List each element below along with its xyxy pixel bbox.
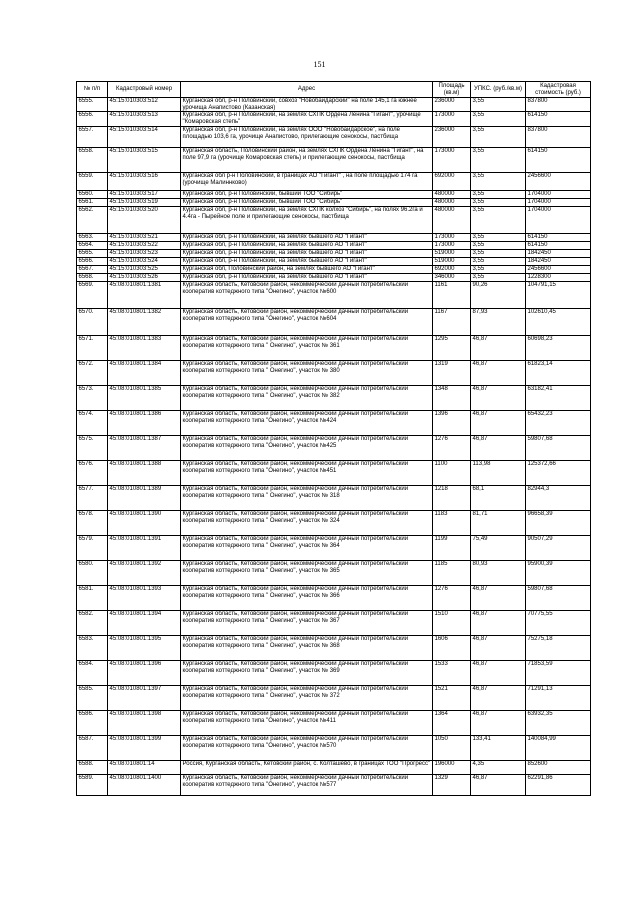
- table-row: [77, 172, 591, 190]
- cell-upks: 46,87: [471, 610, 526, 635]
- cell-upks: 68,1: [471, 485, 526, 510]
- cell-area: 173000: [433, 241, 471, 249]
- cell-upks: 3,55: [471, 273, 526, 281]
- cell-address: Курганская область, Кетовский район, некоммерческий дачный потребительский кооператив коттеджного типа " Онегино", участок № 366: [181, 585, 433, 610]
- cell-upks: 3,55: [471, 112, 526, 126]
- cell-upks: 46,87: [471, 360, 526, 385]
- cell-upks: 46,87: [471, 385, 526, 410]
- cell-num: 6584.: [77, 660, 108, 685]
- cell-upks: 46,87: [471, 710, 526, 735]
- cell-address: Курганская область, Кетовский район, некоммерческий дачный потребительский кооператив коттеджного типа " Онегино", участок № 372: [181, 685, 433, 710]
- table-body: [77, 98, 591, 796]
- cell-cadastral-number: 45:15:010303:519: [108, 198, 181, 206]
- header-num: № п/п: [77, 82, 108, 98]
- page-number: 151: [313, 60, 326, 69]
- cell-cadastral-number: 45:08:010801:1386: [108, 410, 181, 435]
- cell-area: 519000: [433, 257, 471, 265]
- cell-num: 6570.: [77, 308, 108, 335]
- table-row: [77, 585, 591, 610]
- table-row: [77, 510, 591, 535]
- table-row: [77, 660, 591, 685]
- cell-upks: 3,55: [471, 249, 526, 257]
- cell-upks: 3,55: [471, 147, 526, 172]
- table-row: [77, 249, 591, 257]
- cell-upks: 46,87: [471, 585, 526, 610]
- cell-upks: 80,93: [471, 560, 526, 585]
- cell-area: 1199: [433, 535, 471, 560]
- header-cadastral-cost: Кадастровая стоимость (руб.): [526, 82, 591, 98]
- cell-num: 6563.: [77, 233, 108, 241]
- table-row: [77, 735, 591, 760]
- cell-num: 6581.: [77, 585, 108, 610]
- cell-area: 692000: [433, 172, 471, 190]
- cell-upks: 4,35: [471, 760, 526, 774]
- table-row: [77, 710, 591, 735]
- cell-area: 196000: [433, 760, 471, 774]
- cell-cadastral-number: 45:08:010801:1395: [108, 635, 181, 660]
- cell-num: 6572.: [77, 360, 108, 385]
- cell-cadastral-number: 45:15:010303:515: [108, 147, 181, 172]
- table-row: [77, 147, 591, 172]
- cell-cadastral-cost: 102610,45: [526, 308, 591, 335]
- cell-address: Курганская обл, р-н Половинский, на землях СХПК Ордена Ленина "Гигант", урочище "Комаровская степь": [181, 112, 433, 126]
- cell-cadastral-cost: 71291,13: [526, 685, 591, 710]
- cell-upks: 81,71: [471, 510, 526, 535]
- table-row: [77, 257, 591, 265]
- cell-address: Курганская область, Кетовский район, некоммерческий дачный потребительский кооператив коттеджного типа "Онегино", участок №425: [181, 435, 433, 460]
- cell-num: 6565.: [77, 249, 108, 257]
- cell-cadastral-cost: 65432,23: [526, 410, 591, 435]
- cell-address: Курганская область, Кетовский район, некоммерческий дачный потребительский кооператив коттеджного типа " Онегино", участок № 364: [181, 535, 433, 560]
- cell-area: 480000: [433, 198, 471, 206]
- cell-address: Курганская область, Кетовский район, некоммерческий дачный потребительский кооператив коттеджного типа "Онегино", участок №600: [181, 281, 433, 308]
- cell-area: 692000: [433, 265, 471, 273]
- cell-cadastral-number: 45:08:010801:1389: [108, 485, 181, 510]
- header-address: Адрес: [181, 82, 433, 98]
- cell-upks: 3,55: [471, 265, 526, 273]
- cell-cadastral-number: 45:08:010801:1392: [108, 560, 181, 585]
- cell-upks: 133,41: [471, 735, 526, 760]
- cell-cadastral-cost: 837800: [526, 98, 591, 112]
- cell-cadastral-number: 45:08:010801:1390: [108, 510, 181, 535]
- table-row: [77, 360, 591, 385]
- cell-cadastral-cost: 1842450: [526, 249, 591, 257]
- cell-address: Россия, Курганская область, Кетовский район, с. Колташево, в границах ТОО "Прогресс": [181, 760, 433, 774]
- table-row: [77, 241, 591, 249]
- cell-cadastral-number: 45:15:010303:524: [108, 257, 181, 265]
- table-row: [77, 126, 591, 147]
- cell-cadastral-cost: 63182,41: [526, 385, 591, 410]
- cell-num: 6559.: [77, 172, 108, 190]
- cell-area: 1050: [433, 735, 471, 760]
- cell-upks: 3,55: [471, 233, 526, 241]
- cell-cadastral-number: 45:15:010303:525: [108, 265, 181, 273]
- cell-cadastral-number: 45:08:010801:1391: [108, 535, 181, 560]
- cell-area: 236000: [433, 126, 471, 147]
- cell-area: 1521: [433, 685, 471, 710]
- cell-address: Курганская обл, р-н Половинский, совхоз "Новобайдарский" на поле 145,1 га южнее урочища Анапистово (Казанская): [181, 98, 433, 112]
- cell-cadastral-number: 45:08:010801:1385: [108, 385, 181, 410]
- cell-area: 236000: [433, 98, 471, 112]
- cell-cadastral-cost: 614150: [526, 112, 591, 126]
- cell-num: 6555.: [77, 98, 108, 112]
- cell-cadastral-number: 45:15:010303:517: [108, 190, 181, 198]
- table-row: [77, 385, 591, 410]
- cell-area: 1100: [433, 460, 471, 485]
- cell-cadastral-cost: 837800: [526, 126, 591, 147]
- cell-area: 1218: [433, 485, 471, 510]
- cell-cadastral-number: 45:08:010801:1399: [108, 735, 181, 760]
- cell-upks: 46,87: [471, 774, 526, 795]
- cell-address: Курганская обл, р-н Половинский, бывший ТОО "Сибирь": [181, 198, 433, 206]
- cell-cadastral-cost: 61823,14: [526, 360, 591, 385]
- cell-num: 6583.: [77, 635, 108, 660]
- cell-num: 6580.: [77, 560, 108, 585]
- cell-num: 6577.: [77, 485, 108, 510]
- cell-cadastral-number: 45:08:010801:1396: [108, 660, 181, 685]
- cadastral-table: [76, 81, 591, 796]
- cell-cadastral-number: 45:15:010303:523: [108, 249, 181, 257]
- cell-num: 6575.: [77, 435, 108, 460]
- cell-upks: 3,55: [471, 172, 526, 190]
- cell-num: 6567.: [77, 265, 108, 273]
- header-upks: УПКС. (руб./кв.м): [471, 82, 526, 98]
- cell-num: 6560.: [77, 190, 108, 198]
- cell-num: 6561.: [77, 198, 108, 206]
- cell-address: Курганская область, Кетовский район, некоммерческий дачный потребительский кооператив коттеджного типа "Онегино", участок №570: [181, 735, 433, 760]
- cell-cadastral-number: 45:15:010303:526: [108, 273, 181, 281]
- table-row: [77, 281, 591, 308]
- cell-upks: 46,87: [471, 635, 526, 660]
- table-row: [77, 760, 591, 774]
- table-row: [77, 560, 591, 585]
- cell-upks: 3,55: [471, 98, 526, 112]
- cell-num: 6562.: [77, 206, 108, 233]
- cell-num: 6589.: [77, 774, 108, 795]
- cell-upks: 3,55: [471, 241, 526, 249]
- cell-upks: 46,87: [471, 685, 526, 710]
- cell-cadastral-number: 45:15:010303:516: [108, 172, 181, 190]
- cell-cadastral-cost: 1704000: [526, 190, 591, 198]
- cell-cadastral-number: 45:08:010801:1382: [108, 308, 181, 335]
- cell-num: 6556.: [77, 112, 108, 126]
- cell-area: 173000: [433, 147, 471, 172]
- cell-num: 6582.: [77, 610, 108, 635]
- cell-area: 1348: [433, 385, 471, 410]
- table-row: [77, 198, 591, 206]
- cell-address: Курганская область, Кетовский район, некоммерческий дачный потребительский кооператив коттеджного типа " Онегино", участок № 365: [181, 560, 433, 585]
- cell-cadastral-number: 45:08:010801:1387: [108, 435, 181, 460]
- cell-cadastral-number: 45:15:010303:514: [108, 126, 181, 147]
- table-row: [77, 685, 591, 710]
- cell-cadastral-number: 45:15:010303:513: [108, 112, 181, 126]
- cell-cadastral-cost: 2456600: [526, 265, 591, 273]
- cell-cadastral-cost: 1842450: [526, 257, 591, 265]
- table-row: [77, 535, 591, 560]
- table-row: [77, 335, 591, 360]
- cell-cadastral-cost: 82944,3: [526, 485, 591, 510]
- cell-upks: 46,87: [471, 410, 526, 435]
- cell-address: Курганская область, Половинский район, на землях СХПК Ордена Ленина "Гигант", на поле 97,9 га (урочище Комаровская степь) и прилегающие сенокосы, пастбища: [181, 147, 433, 172]
- cell-address: Курганская область, Кетовский район, некоммерческий дачный потребительский кооператив коттеджного типа " Онегино", участок № 382: [181, 385, 433, 410]
- cell-cadastral-cost: 70775,55: [526, 610, 591, 635]
- cell-address: Курганская область, Кетовский район, некоммерческий дачный потребительский кооператив коттеджного типа "Онегино", участок №451: [181, 460, 433, 485]
- cell-area: 346000: [433, 273, 471, 281]
- cell-cadastral-cost: 59807,68: [526, 435, 591, 460]
- cell-address: Курганская область, Кетовский район, некоммерческий дачный потребительский кооператив коттеджного типа " Онегино", участок № 380: [181, 360, 433, 385]
- cell-upks: 3,55: [471, 126, 526, 147]
- cell-address: Курганская область, Кетовский район, некоммерческий дачный потребительский кооператив коттеджного типа " Онегино", участок № 361: [181, 335, 433, 360]
- cell-cadastral-cost: 71853,59: [526, 660, 591, 685]
- table-row: [77, 265, 591, 273]
- cell-area: 1183: [433, 510, 471, 535]
- cell-cadastral-cost: 1704000: [526, 206, 591, 233]
- cell-area: 173000: [433, 112, 471, 126]
- cell-num: 6588.: [77, 760, 108, 774]
- cell-upks: 87,93: [471, 308, 526, 335]
- cell-cadastral-number: 45:08:010801:1388: [108, 460, 181, 485]
- table-row: [77, 435, 591, 460]
- table-row: [77, 308, 591, 335]
- cell-num: 6576.: [77, 460, 108, 485]
- cell-address: Курганская обл, р-н Половинский, на землях ООО "Новобайдарское", на поле площадью 103,6 га, урочище Анапистово, прилегающие сенокосы, пастбища: [181, 126, 433, 147]
- table-row: [77, 98, 591, 112]
- cell-address: Курганская обл, р-н Половинский, на землях бывшего АО "Гигант": [181, 233, 433, 241]
- cell-num: 6566.: [77, 257, 108, 265]
- cell-cadastral-cost: 1228300: [526, 273, 591, 281]
- cell-area: 1319: [433, 360, 471, 385]
- table-row: [77, 610, 591, 635]
- cell-cadastral-cost: 75275,18: [526, 635, 591, 660]
- cell-cadastral-cost: 62291,86: [526, 774, 591, 795]
- table-row: [77, 635, 591, 660]
- cell-area: 1606: [433, 635, 471, 660]
- cell-address: Курганская область, Кетовский район, некоммерческий дачный потребительский кооператив коттеджного типа " Онегино", участок № 318: [181, 485, 433, 510]
- cell-address: Курганская область, Кетовский район, некоммерческий дачный потребительский кооператив коттеджного типа "Онегино", участок №411: [181, 710, 433, 735]
- cell-cadastral-cost: 63932,35: [526, 710, 591, 735]
- cell-num: 6579.: [77, 535, 108, 560]
- cell-upks: 113,98: [471, 460, 526, 485]
- cell-num: 6558.: [77, 147, 108, 172]
- cell-area: 173000: [433, 233, 471, 241]
- cell-cadastral-number: 45:08:010801:1381: [108, 281, 181, 308]
- cell-cadastral-number: 45:08:010801:1398: [108, 710, 181, 735]
- cell-address: Курганская обл р-н Половинский, в границах АО "Гигант" , на поле площадью 174 га (урочище Малиннково): [181, 172, 433, 190]
- cell-area: 1533: [433, 660, 471, 685]
- cell-num: 6557.: [77, 126, 108, 147]
- cell-upks: 3,55: [471, 206, 526, 233]
- cell-num: 6586.: [77, 710, 108, 735]
- cell-num: 6585.: [77, 685, 108, 710]
- table-header-row: [77, 82, 591, 98]
- table-row: [77, 112, 591, 126]
- cell-cadastral-number: 45:15:010303:512: [108, 98, 181, 112]
- cell-address: Курганская область, Кетовский район, некоммерческий дачный потребительский кооператив коттеджного типа "Онегино", участок №424: [181, 410, 433, 435]
- cell-area: 1161: [433, 281, 471, 308]
- cell-cadastral-cost: 614150: [526, 233, 591, 241]
- table-row: [77, 460, 591, 485]
- cell-area: 1396: [433, 410, 471, 435]
- cell-num: 6587.: [77, 735, 108, 760]
- cell-cadastral-cost: 614150: [526, 147, 591, 172]
- cell-upks: 3,55: [471, 198, 526, 206]
- cell-area: 1364: [433, 710, 471, 735]
- cell-cadastral-cost: 2456600: [526, 172, 591, 190]
- cell-area: 1276: [433, 435, 471, 460]
- cell-area: 480000: [433, 206, 471, 233]
- cell-num: 6578.: [77, 510, 108, 535]
- cell-address: Курганская обл, р-н Половинский, на землях бывшего АО "Гигант": [181, 273, 433, 281]
- cell-cadastral-number: 45:15:010303:520: [108, 206, 181, 233]
- cell-upks: 75,49: [471, 535, 526, 560]
- cell-area: 1185: [433, 560, 471, 585]
- cell-area: 1167: [433, 308, 471, 335]
- cell-num: 6568.: [77, 273, 108, 281]
- cell-address: Курганская область, Кетовский район, некоммерческий дачный потребительский кооператив коттеджного типа "Онегино", участок №604: [181, 308, 433, 335]
- cell-cadastral-number: 45:08:010801:1383: [108, 335, 181, 360]
- cell-cadastral-cost: 125372,66: [526, 460, 591, 485]
- header-cadastral-number: Кадастровый номер: [108, 82, 181, 98]
- cell-address: Курганская область, Кетовский район, некоммерческий дачный потребительский кооператив коттеджного типа " Онегино", участок № 368: [181, 635, 433, 660]
- cell-cadastral-cost: 1704000: [526, 198, 591, 206]
- cell-cadastral-number: 45:08:010801:1400: [108, 774, 181, 795]
- cell-num: 6569.: [77, 281, 108, 308]
- table-row: [77, 206, 591, 233]
- table-row: [77, 410, 591, 435]
- cell-num: 6571.: [77, 335, 108, 360]
- cell-cadastral-number: 45:08:010801:1397: [108, 685, 181, 710]
- table-row: [77, 774, 591, 795]
- header-area: Площадь (кв.м): [433, 82, 471, 98]
- cell-cadastral-cost: 852600: [526, 760, 591, 774]
- cell-cadastral-number: 45:15:010303:522: [108, 241, 181, 249]
- cell-address: Курганская область, Кетовский район, некоммерческий дачный потребительский кооператив коттеджного типа " Онегино", участок № 369: [181, 660, 433, 685]
- cell-cadastral-cost: 95900,39: [526, 560, 591, 585]
- cell-area: 519000: [433, 249, 471, 257]
- cell-address: Курганская обл, р-н Половинский, на землях бывшего АО "Гигант": [181, 257, 433, 265]
- cell-upks: 46,87: [471, 335, 526, 360]
- cell-cadastral-number: 45:08:010801:1393: [108, 585, 181, 610]
- cell-area: 1276: [433, 585, 471, 610]
- cell-num: 6574.: [77, 410, 108, 435]
- cell-num: 6573.: [77, 385, 108, 410]
- cell-cadastral-cost: 60698,23: [526, 335, 591, 360]
- cell-cadastral-number: 45:08:010801:1394: [108, 610, 181, 635]
- cell-cadastral-cost: 96658,39: [526, 510, 591, 535]
- table-row: [77, 485, 591, 510]
- cell-address: Курганская область, Кетовский район, некоммерческий дачный потребительский кооператив коттеджного типа " Онегино", участок № 367: [181, 610, 433, 635]
- cell-upks: 3,55: [471, 257, 526, 265]
- cell-cadastral-number: 45:08:010801:1384: [108, 360, 181, 385]
- cell-address: Курганская обл, р-н Половинский, бывший ТОО "Сибирь": [181, 190, 433, 198]
- cell-cadastral-number: 45:08:010801:14: [108, 760, 181, 774]
- cell-num: 6564.: [77, 241, 108, 249]
- cell-upks: 46,87: [471, 660, 526, 685]
- cell-address: Курганская обл, Половинский район, на землях бывшего АО "Гигант": [181, 265, 433, 273]
- cell-cadastral-cost: 90507,29: [526, 535, 591, 560]
- cell-area: 1329: [433, 774, 471, 795]
- cell-cadastral-cost: 140084,99: [526, 735, 591, 760]
- cell-upks: 46,87: [471, 435, 526, 460]
- cell-address: Курганская обл, р-н Половинский, на землях бывшего АО "Гигант": [181, 249, 433, 257]
- table-row: [77, 233, 591, 241]
- cell-cadastral-cost: 614150: [526, 241, 591, 249]
- cell-address: Курганская обл, р-н Половинский, на землях бывшего АО "Гигант": [181, 241, 433, 249]
- cell-cadastral-cost: 59807,68: [526, 585, 591, 610]
- cell-area: 1510: [433, 610, 471, 635]
- table-row: [77, 273, 591, 281]
- cell-address: Курганская обл, р-н Половинский, на землях СХПК колхоз "Сибирь", на полях 96.2га и 4.4га - Пырейное поле и прилегающие сенокосы, пастбища: [181, 206, 433, 233]
- cell-cadastral-number: 45:15:010303:521: [108, 233, 181, 241]
- cell-upks: 90,26: [471, 281, 526, 308]
- cell-address: Курганская область, Кетовский район, некоммерческий дачный потребительский кооператив коттеджного типа "Онегино", участок №577: [181, 774, 433, 795]
- cell-upks: 3,55: [471, 190, 526, 198]
- cell-area: 1295: [433, 335, 471, 360]
- cell-cadastral-cost: 104791,15: [526, 281, 591, 308]
- cell-area: 480000: [433, 190, 471, 198]
- table-row: [77, 190, 591, 198]
- cell-address: Курганская область, Кетовский район, некоммерческий дачный потребительский кооператив коттеджного типа " Онегино", участок № 324: [181, 510, 433, 535]
